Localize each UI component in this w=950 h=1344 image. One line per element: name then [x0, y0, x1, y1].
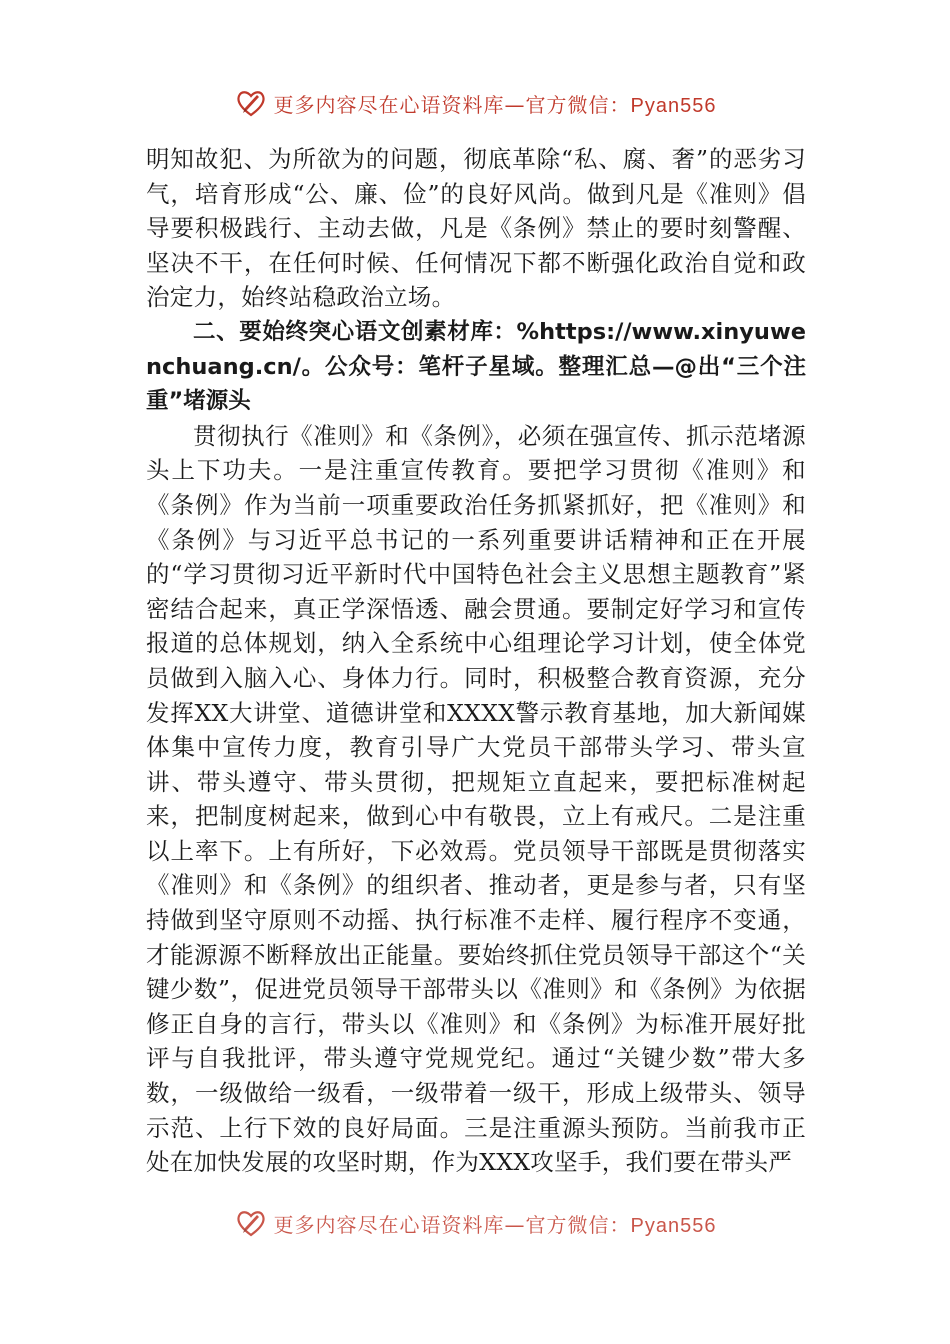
- header-text: 更多内容尽在心语资料库—官方微信：Pyan556: [273, 92, 717, 117]
- footer-text: 更多内容尽在心语资料库—官方微信：Pyan556: [273, 1212, 717, 1237]
- page-header: [0, 86, 950, 120]
- wechat-id: Pyan556: [630, 94, 717, 117]
- section-heading: 二、要始终突心语文创素材库：%https://www.xinyuwenchuang.cn/。公众号：笔杆子星域。整理汇总—@出“三个注重”堵源头: [146, 318, 806, 415]
- heart-pen-icon: [234, 86, 268, 120]
- document-body: [146, 142, 806, 1180]
- wechat-id: Pyan556: [630, 1214, 717, 1237]
- page-footer: [0, 1206, 950, 1240]
- paragraph-1: 明知故犯、为所欲为的问题，彻底革除“私、腐、奢”的恶劣习气，培育形成“公、廉、俭”的良好风尚。做到凡是《准则》倡导要积极践行、主动去做，凡是《条例》禁止的要时刻警醒、坚决不干，在任何时候、任何情况下都不断强化政治自觉和政治定力，始终站稳政治立场。: [146, 145, 806, 312]
- paragraph-2: 贯彻执行《准则》和《条例》，必须在强宣传、抓示范堵源头上下功夫。一是注重宣传教育。要把学习贯彻《准则》和《条例》作为当前一项重要政治任务抓紧抓好，把《准则》和《条例》与习近平总书记的一系列重要讲话精神和正在开展的“学习贯彻习近平新时代中国特色社会主义思想主题教育”紧密结合起来，真正学深悟透、融会贯通。要制定好学习和宣传报道的总体规划，纳入全系统中心组理论学习计划，使全体党员做到入脑入心、身体力行。同时，积极整合教育资源，充分发挥XX大讲堂、道德讲堂和XXXX警示教育基地，加大新闻媒体集中宣传力度，教育引导广大党员干部带头学习、带头宣讲、带头遵守、带头贯彻，把规矩立直起来，要把标准树起来，把制度树起来，做到心中有敬畏，立上有戒尺。二是注重以上率下。上有所好，下必效焉。党员领导干部既是贯彻落实《准则》和《条例》的组织者、推动者，更是参与者，只有坚持做到坚守原则不动摇、执行标准不走样、履行程序不变通，才能源源不断释放出正能量。要始终抓住党员领导干部这个“关键少数”，促进党员领导干部带头以《准则》和《条例》为依据修正自身的言行，带头以《准则》和《条例》为标准开展好批评与自我批评，带头遵守党规党纪。通过“关键少数”带大多数，一级做给一级看，一级带着一级干，形成上级带头、领导示范、上行下效的良好局面。三是注重源头预防。当前我市正处在加快发展的攻坚时期，作为XXX攻坚手，我们要在带头严: [146, 421, 806, 1177]
- heart-pen-icon: [234, 1206, 268, 1240]
